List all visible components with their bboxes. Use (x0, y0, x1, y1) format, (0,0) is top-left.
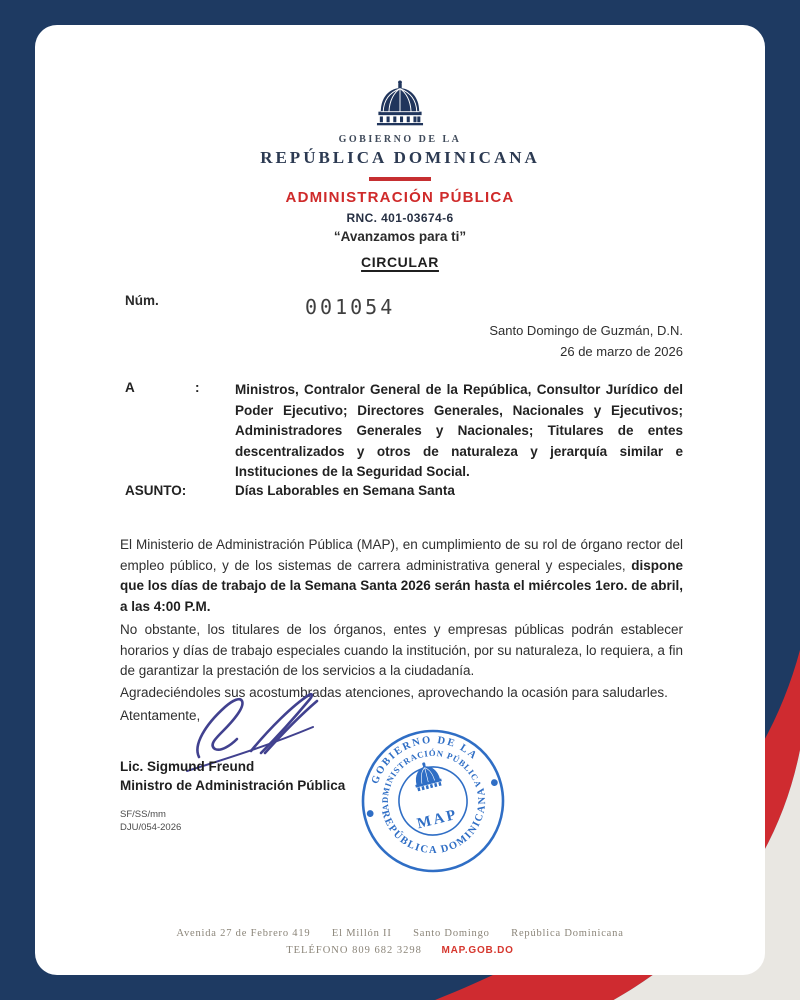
national-palace-dome-icon (371, 80, 429, 128)
map-official-stamp (357, 725, 509, 877)
place-line: Santo Domingo de Guzmán, D.N. (489, 323, 683, 338)
signer-name: Lic. Sigmund Freund (120, 759, 255, 774)
paragraph-1-bold: dispone que los días de trabajo de la Semana Santa 2026 serán hasta el miércoles 1ero. de abril, a las 4:00 P.M. (120, 557, 683, 614)
document-title: CIRCULAR (361, 254, 439, 270)
gobierno-de-la-text: GOBIERNO DE LA (338, 134, 462, 145)
addressee-block (120, 380, 683, 483)
subject-label: ASUNTO: (125, 483, 187, 498)
website-link: MAP.GOB.DO (441, 945, 514, 956)
num-stamped-value: 001054 (305, 295, 396, 319)
reference-initials (120, 808, 181, 834)
stamp-map-text: MAP (415, 806, 460, 833)
address-line (35, 928, 765, 939)
address-sector: El Millón II (331, 928, 392, 939)
date-line: 26 de marzo de 2026 (560, 344, 683, 359)
to-text: Ministros, Contralor General de la República, Consultor Jurídico del Poder Ejecutivo; Directores Generales, Nacionales y Ejecutivos; Administradores Generales y Nacionales; Titulares de entes descentralizados y otros de naturaleza y jerarquía similar e Instituciones de la Seguridad Social. (235, 382, 683, 479)
paragraph-1-normal: El Ministerio de Administración Pública (MAP), en cumplimiento de su rol de órgano rector del empleo público, y de los sistemas de carrera administrativa general y especiales, (120, 537, 683, 573)
place-date-block (489, 320, 683, 362)
red-divider (369, 177, 431, 181)
address-street: Avenida 27 de Febrero 419 (176, 928, 311, 939)
letter-footer (35, 928, 765, 956)
stamp-outer-top-text: GOBIERNO DE LA (369, 734, 480, 786)
signer-block (120, 757, 345, 795)
subject-text: Días Laborables en Semana Santa (235, 483, 455, 498)
slogan: “Avanzamos para ti” (333, 228, 467, 244)
signer-title: Ministro de Administración Pública (120, 778, 346, 793)
rnc-number: RNC. 401-03674-6 (346, 210, 454, 225)
paragraph-2: No obstante, los titulares de los órganos, entes y empresas públicas podrán establecer horarios y días de trabajo especiales cuando la institución, por su naturaleza, lo requiera, a fin de garantizar la prestación de los servicios a la ciudadanía. (120, 622, 683, 678)
ministry-name: ADMINISTRACIÓN PÚBLICA (285, 188, 515, 206)
subject-block (120, 483, 683, 498)
letterhead (35, 80, 765, 244)
paragraph-3: Agradeciéndoles sus acostumbradas atenciones, aprovechando la ocasión para saludarles. (120, 685, 668, 700)
address-country: República Dominicana (511, 928, 624, 939)
address-city: Santo Domingo (413, 928, 490, 939)
stamp-inner-top-text: ADMINISTRACIÓN PÚBLICA (379, 747, 484, 812)
to-label: A (125, 380, 135, 395)
phone-number: TELÉFONO 809 682 3298 (286, 945, 422, 956)
phone-line (35, 945, 765, 956)
ref-line-2: DJU/054-2026 (120, 822, 182, 833)
to-colon: : (195, 380, 200, 395)
closing-salutation: Atentamente, (120, 708, 201, 723)
stamp-outer-bottom-text: REPÚBLICA DOMINICANA (378, 785, 489, 857)
num-label: Núm. (125, 293, 159, 308)
paragraph-1 (120, 535, 683, 617)
republica-dominicana-text: REPÚBLICA DOMINICANA (260, 148, 540, 167)
letter-page (35, 25, 765, 975)
ref-line-1: SF/SS/mm (120, 809, 166, 820)
stamp-dome-icon (411, 760, 443, 792)
